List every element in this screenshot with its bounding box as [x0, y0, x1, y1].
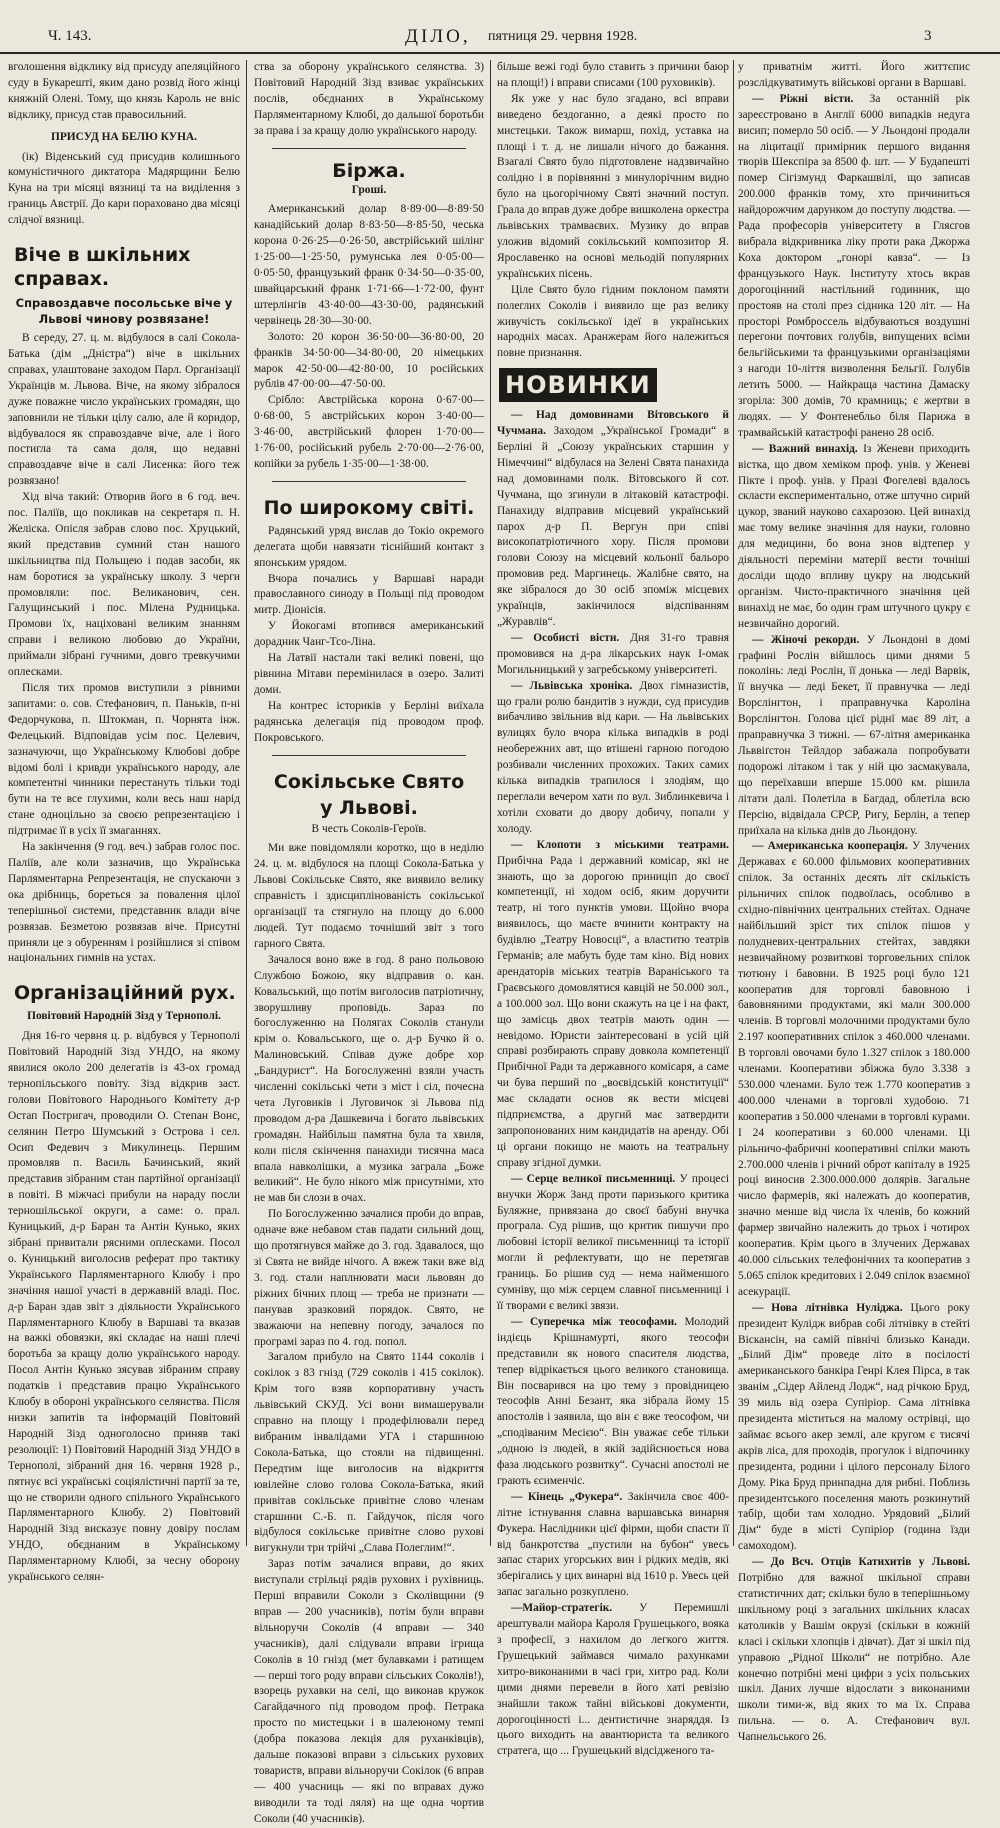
news-item-text: Заходом „Української Громади“ в Берліні й „Союзу українських старшин у Німеччині“ відбулася на Зелені Свята панахида над домовинами полк. Вітовського й сот. Чучмана, що згинули в літаковій катастрофі. Панахиду відправив місцевий український парох д-р П. Вергун при співі високопатріотичного хору. Після промови голови Союзу на місцевий кольонії бальоро промовив ред. Маргинець. Жалібне свято, на яке зібралося до 30 осіб зпоміж місцевих українців, закінчилося відспіванням „Журавлів“.: [497, 425, 729, 628]
article-heading: Біржа.: [332, 159, 406, 182]
column-divider: [490, 60, 491, 1546]
news-item-heading: — Суперечка між теософами.: [511, 1315, 677, 1328]
news-item-text: У Льондоні в домі графині Рослін війшлось цими днями 5 поколінь: леді Рослін, її донька — леді Варвік, її внучка — леді Бекет, її правнучка — леді Ворслінгтон, і праправнучка Кароліна Ворслінгтон. Голова цієї ріднї має 89 літ, а праправнучка 3 тижні. — 67-літня американка Льввіґстон Тейлдор забажала попробувати подорожі літаком і так у ній цю засмакувала, що переїхавши вперше 15.000 км. рішила літати далі. Полетіла в Багдад, облетіла всю Персію, відвідала СРСР, Ригу, Берлін, а тепер приїхала на кілька днів до Льондону.: [738, 633, 970, 837]
news-item-text: Закінчила своє 400-літне істнування славна варшавська винарня Фукера. Наслідники цієї фірми, щоби спасти її від банкротства „пустили на бубон“ увесь запас старих угорських вин і рідких медів, які зберігались у цих винарні від 1610 р. Увесь цей запас загально розкуплено.: [497, 1490, 729, 1599]
section-divider: [272, 481, 466, 482]
article-text: Радянський уряд вислав до Токіо окремого делегата щоби навязати тіснійший контакт з японським урядом.: [254, 524, 484, 569]
exchange-rates: Срібло: Австрійська корона 0·67·00—0·68·00, 5 австрійських корон 3·40·00—3·46·00, австрійський флорен 1·70·00—1·76·00, російський рубель 2·70·00—2·76·00, копійки за рубель 1·35·00—1·38·00.: [254, 394, 484, 470]
news-section-heading: НОВИНКИ: [499, 368, 657, 402]
article-subheading: Повітовий Народній Зізд у Тернополі.: [27, 1010, 221, 1023]
section-divider: [272, 148, 466, 149]
column-3: [497, 60, 729, 1758]
article-text: ства за оборону українського селянства. 3) Повітовий Народній Зізд взиває українських послів, обєднаних в Українському Парляментарному Клюбі, до дальшої боротьби за права і за кращу долю українського народу.: [254, 61, 484, 137]
article-text: Хід віча такий: Отворив його в 6 год. веч. пос. Паліїв, що покликав на секретаря п. Н. Желіска. Опісля забрав слово пос. Хруцький, який представив сумний стан нашого шкільництва під Польщею і подав засоби, як нам боротися за українську школу. З черги промовляли: пос. Великанович, сен. Галущинський і пос. Мілена Рудницька. Промови їх, націховані великим знанням справи і великою любовю до України, приймали зібрані гучними, довго тревкучими оплесками.: [8, 491, 240, 679]
article-text: вголошення відкликy від присуду апеляційного суду в Букарешті, яким дано розвід його жінці княжній Олені. Тому, що князь Кароль не вніс відклику, присуд став правосильний.: [8, 61, 240, 121]
article-text: у приватнім житті. Його життєпис розслідкуватимуть військові органи в Варшаві.: [738, 61, 970, 89]
news-item-heading: — Серце великої письменниці.: [511, 1172, 676, 1185]
masthead: [0, 0, 1000, 54]
article-text: Зараз потім зачалися вправи, до яких виступали стрільці рядів рухових і рухівниць. Перші вправили Соколи з Сколівщини (9 вправ — 200 учасників), потім були вправи вільноручи Соколів (4 вправи — 340 учасників), далі слідували вправи ігрища Соколів в 10 гнізд (мет булавками і ратищем — перші того роду вправи сільських Соколів!), взорець рухавки на селі, що виконав кружок Сагайдачного під проводом проф. Петрака просто по мистецьки і в шалеюному темпі (добра показова лекція для руханківців), дальше показові вправи з сільських рухових товариств, вправи вільноручи Сокілок (6 вправ — 400 учасниць — які по вправах дужо виводили та тоді ляля) на ще одна чортив Соколи (40 учасників).: [254, 1558, 484, 1825]
article-subheading: В честь Соколів-Героїв.: [311, 822, 427, 835]
news-item-heading: — Ріжні вісти.: [752, 92, 854, 105]
news-item-heading: — Важний винахід.: [752, 442, 858, 455]
column-divider: [246, 60, 247, 1546]
newspaper-title: ДІЛО,: [405, 26, 471, 47]
article-text: Після тих промов виступили з рівними запитами: о. сов. Стефанович, п. Паньків, п-ні Федорчукова, п. Штокман, п. Чорнята інж. Фелецький. Відповідав усім пос. Целевич, зазначуючи, що Українському Клюбові добре відомі болі і кривди українського народу, але компетентні чинники перестануть тільки тоді бути на те все глухими, коли весь наш нарід стане одноцільно за своєю репрезентацією і підтримає її в усіх її змаганнях.: [8, 682, 240, 838]
article-text: (ік) Віденський суд присудив колишнього комуністичного диктатора Мадярщини Белю Куна на три місяці вязниці та на виділення з границь Австрії. До кари пораховано два місяці слідчої вязниці.: [8, 150, 240, 227]
news-item-heading: — Клопоти з міськими театрами.: [511, 838, 729, 851]
issue-date: пятниця 29. червня 1928.: [488, 29, 638, 44]
news-item-text: У Злучених Державах є 60.000 фільмових кооперативних спілок. За останніх десять літ скількість рільничих спілок подвоїлась, особливо в східно-північних центральних стейтах. Одначе найбільший зріст тих спілок пішов у полудневих-центральних стейтах, завдяки незвичайному розвиткові торговельних спілок тютюну і бавовни. В 1925 році було 121 кооператив для торговлі бавовною і бавовняними продуктами, які мали 300.000 членів. В торговлі молочними продуктами було 2.197 кооперативних спілок з 460.000 членами. В торговлі овочами було 1.327 спілок з 180.000 членами. Кооперативи збіжжа було 3.338 з 530.000 членами. Було теж 1.770 кооператив з 400.000 членами в торговлі худобою. 71 кооператив з 50.000 членами в торговлі курами. І 24 кооперативи з 60.000 членами. Ці рільничо-фабричні кооперативні спілки мають 2.700.000 членів і річний оброт капіталу в 1925 році виносив 2.300.000.000 долярів. Загальне число фармерів, які належать до кооператив, значно менше від числа їх членів, бо кожний фармер звичайно належить до трьох і чотирох кооператив. Крім цього в Злучених Державах 40.000 сільських телефонічних та кооператив з 5.065 спілок кредитових і 2.049 спілок взаємної асекурації.: [738, 840, 970, 1298]
article-text: У Йокогамі втопився американський дорадник Чанг-Тсо-Ліна.: [254, 620, 484, 649]
article-text: На закінчення (9 год. веч.) забрав голос пос. Паліїв, але коли зазначив, що Українська Парляментарна Репрезентація, не спускаючи з ока дрібниць, бореться за повалення цілої теперішньої системи, представник влади віче розвязав. Безметою розвязав віче. Присутні приняли це з обуренням і розійшлися зі співом національних гимнів на устах.: [8, 841, 240, 965]
column-1: [8, 60, 240, 1584]
article-heading: Сокільське Свято: [273, 770, 465, 793]
article-text: В середу, 27. ц. м. відбулося в салі Сокола-Батька (дім „Дністра“) віче в шкільних справах, улаштоване заходом Парл. Організації Українців м. Львова. Віче, на якому зібралося дуже поважне число українських громадян, що заповнили не тільки цілу салю, але й коридор, відбувалося як справоздавче віче, але і його постигла та сама доля, що недавні справоздавче віче в салі Лисенка: його теж розвязано!: [8, 332, 240, 488]
article-text: Як уже у нас було згадано, всі вправи виведено бездоганно, а деякі просто по мистецьки. Також вимарш, похід, уставка на площі і т. д. не лишали нічого до бажання. Взагалі Свято було підготовлене надзвичайно солідно і в порівнянні з минулорічним видно було на цьогорічному Святі значний поступ. Грала до вправ дуже добре вишколена оркестра львівських трамваєвих. Музику до вправ уложив відомий сокільський композитор Я. Ярославенко на основі мельодій популярних українських пісень.: [497, 92, 729, 280]
article-text: Загалом прибуло на Свято 1144 соколів і сокілок з 83 гнізд (729 соколів і 415 сокілок). Крім того взяв корпоративну участь львівський СКУД. Усі вони вимашерували справно на площу і продефілювали перед вибраним інвалідами УГА і старшиною Сокола-Батька, що стояли на підвищенні. Передтим іще виголосив на відкриття ювілейне слово голова Сокола-Батька, який привітав сокільське привітне слово членам старшини С.-Б. п. Гайдучок, після чого відбулося сокільське привітне слово рухові вигукнули три трійчі „Слава Полеглим!“.: [254, 1351, 484, 1555]
article-heading: По широкому світі.: [263, 496, 475, 519]
article-heading: ПРИСУД НА БЕЛЮ КУНА.: [50, 130, 198, 143]
news-item-heading: — Над домовинами Вітовського й Чучмана.: [497, 409, 729, 438]
news-item-heading: — Нова літнівка Нуліджа.: [752, 1301, 903, 1314]
article-text: На контрес істориків у Берліні виїхала радянська делегація під проводом проф. Покровського.: [254, 699, 484, 744]
exchange-rates: Американський долар 8·89·00—8·89·50 канадійський долар 8·83·50—8·85·50, чеська корона 0·26·25—0·26·50, австрійський шілінг 1·25·00—1·25·50, румунська лея 0·05·00—0·05·50, французький франк 0·34·50—0·35·00, швайцарський франк 1·71·66—1·72·00, фунт штерлінгів 43·40·00—43·30·00, радянський червінець 28·30—30·00.: [254, 203, 484, 327]
news-item-text: Прибічна Рада і державний комісар, які не знають, що за дорогою приниціп до своєї компетенції, ні ходом осіб, яким доручити театр, ні того пунктів умови. Щойно вчора виявилось, що маєте вчинити контракту на будівлю „Театру Новосці“, а властитю театрів Германів; але мабуть буде там кіно. Від нових арендаторів міських театрів Вараніського та Граєвського домовлятися кавцій не 50.000 зол., а 100.000 зол. Що вони скажуть на це і на факт, що замісць двох театрів мають один — невідомо. Юристи заінтересовані в усій цій справі розбирають справу довкола компетенції Прибічної Ради та державного комісаря, а саме чи бува перший по „воєвідській конституції“ має складати основ як вести місцеві підприємства, а другий має затвердити запропонованих ним кандидатів на аренду. Обі ці органи покищо не мають на театральну справу згідної думки.: [497, 854, 729, 1169]
column-divider: [733, 60, 734, 1546]
page-number: 3: [924, 28, 932, 44]
article-text: Дня 16-го червня ц. р. відбувся у Тернополі Повітовий Народній Зізд УНДО, на якому явилися около 200 делегатів із 43-ох громад тернопільського повіту. Зізд відкрив заст. голови Повітового Народнього Комітету д-р Остап Постригач, проводили О. Степан Вонс, селянин Петро Шумський з Острова і сел. Осип Федевич з Микулинець. Першим промовляв п. Василь Бачинський, який представив зібраним стан партійної організації в повіті. В міжчасі прибули на нараду посли терношільської округи, а саме: о. прал. Куницький, д-р Баран та Антін Кунько, яких зібрані привитали рясними оплесками. Посол о. Куницький виголосив реферат про тактику Українського Парляментарного Клюбу і про значіння нашої участі в державній владі. Пос. д-р Баран здав звіт з діяльности Українського Парляментарного Клюбу в Варшаві та вказав на важкі обовязки, які складає на наші плечі боротьба за кращу долю українського народу. Посол Антін Кунько зясував зібраним справу податків і представив працю Українського Клюбу в обороні українського селянства. Після низки запитів та інформацій Повітовий Народній Зізд одноголосно приняв такі резолюції: 1) Повітовий Народній Зізд УНДО в Тернополі, зібраний дня 16. червня 1928 р., пятнує всі українські соціялістичні партії за те, що не створили одного спільного Українського Парляментарного Клюбу. 2) Повітовий Народній Зізд висказує повну довіру послам УНДО, обєднаним в Українському Парляментарному Клюбі, за чесну оборону українського селян-: [8, 1030, 240, 1584]
article-text: По Богослуженню зачалися проби до вправ, одначе вже небавом став падати сильний дощ, що протягнувся майже до 3. год. Здавалося, що зі Свята не вийде нічого. А вжеж таки вже від 3. год. стали наплнювати маси львовян до ріжних бічних площ — треба не признати — панував зразковий порядок. Свято, не зважаючи на непевну погоду, зачалося по програмі зараз по 4. год. попол.: [254, 1208, 484, 1348]
column-2: [254, 60, 484, 1825]
section-divider: [272, 755, 466, 756]
news-item-text: Дня 31-го травня промовився на д-ра лікарських наук І-омак Могильницький у загребському університеті.: [497, 631, 729, 676]
news-item-text: Молодий індієць Крішнамурті, якого теософи представили як нового спасителя людства, тепер відрікається цього великого становища. Він посварився на цю тему з провідницею теософів Анні Безант, яка зібрала йому 15 апостолів і заявила, що він є вже теософом, чи „сподіваним Месією“. Він уважає себе тільки „одною із людей, в якій задійснюється нова фаза людського розвитку“. Сучасні апостолі не грають єсименчіс.: [497, 1315, 729, 1487]
article-text: Зачалося воно вже в год. 8 рано польовою Службою Божою, яку відправив о. кан. Ковальський, що потім виголосив патріотичну, зворушливу проповідь. Зараз по богослуженню на Полягах Соколів станули крім о. Ковальського, ще о. д-р Бучко й о. Малиновський. Співав дуже добре хор „Бандурист“. На Богослуженні взяли участь численні сокільські чети з міст і сіл, почесна чета Луговиків і Луговичок зі Львова під проводом д-ра Дашкевича і богато львівських громадян. Найбільш памятна була та хвиля, коли після скінчення панахиди тисячна маса впала навколішки, а музика заграла „Боже великий“. Не було нікого між присутніми, хто не мав би слози в очах.: [254, 953, 484, 1205]
news-item-text: За останній рік зареєстровано в Англії 6000 випадків недуга висип; померло 50 осіб. — У Льондоні продали на ліцитації примірник першого видання творів Шекспіра за 8500 ф. шт. — У Будапешті помер Сігізмунд Фаркашвілі, що записав 200.000 франків тому, хто причиниться найдорожчим дарунком до поступу людства. — Рада професорів університету в Глясгов вибрала відкривника ліку проти рака Джоржа Коха доктором „гонорі кавза“. — Із французького Наук. Інституту хтось вкрав дорогоцінний настільний годинник, що простояв на столі през сідника 120 літ. — На просторі Ромброссель відбуваються воздушні перегони почтових голубів, випущених всіми бельгійськими та французькими організаціями з нагоди 10-ліття визволення Бельгії. Голубів летить 5000. — Найкраща частина Дамаску згоріла: 300 домів, 70 крамниць; є жертви в людях. — У Фонтенебльо біля Парижа в трамвайській катастрофі ранено 28 осіб.: [738, 92, 971, 439]
news-item-heading: — До Всч. Отців Катихитів у Львові.: [752, 1556, 970, 1569]
news-item-heading: — Жіночі рекорди.: [752, 633, 860, 646]
article-text: На Латвії настали такі великі повені, що рівнина Мітави перемінилася в озеро. Залиті доми.: [254, 652, 484, 696]
article-text: Ціле Свято було гідним поклоном памяти полеглих Соколів і виявило ще раз велику живучість сокільської ідеї в українських народніх масах. Аранжерам його належиться повне признання.: [497, 283, 729, 360]
news-item-heading: — Кінець „Фукера“.: [511, 1490, 623, 1503]
article-text: Ми вже повідомляли коротко, що в неділю 24. ц. м. відбулося на площі Сокола-Батька у Львові Сокільське Свято, яке виявило велику справність і здисциплінованість сокільської організації та стягнуло на площу до 6.000 людей. Тут подаємо точніший звіт з того гарного Свята.: [254, 842, 484, 950]
news-item-text: Двох гімназистів, що грали ролю бандитів з нужди, суд присудив вибачливо звільнив від кари. — На львівських вулицях було вчора кілька випадків в роді необережних авт, що втішені гарною погодою розбивали численних прохожих. Таких самих кілька випадків трапилося і злодіям, що переглали вечером хати по вул. Зиблинкевича і хотіли сховати до двору добичу, попали у холоду.: [497, 679, 729, 835]
column-4: [738, 60, 971, 1744]
issue-number: Ч. 143.: [48, 28, 92, 44]
article-text: Вчора почались у Варшаві наради православного синоду в Польщі під проводом митр. Діонісія.: [254, 572, 484, 617]
news-item-text: У процесі внучки Жорж Занд проти паризького критика Буляжне, привязана до своєї бабуні внучка програла. Суд рішив, що критик пишучи про любовні історії великої письменниці та історії могли й рефлектувати, що не перетягав границь. Бо рішив суд — нема найменшого сумніву, що між серцем славної письменниці і її творами є великі звязи.: [497, 1172, 729, 1312]
news-item-heading: — Львівська хроніка.: [511, 679, 633, 692]
article-text: більше вежі годі було ставить з причини баюр на площі!) і вправи списами (100 руховиків).: [497, 61, 729, 89]
news-item-heading: — Особисті вісти.: [511, 631, 620, 644]
article-heading: Організаційний рух.: [14, 982, 236, 1005]
news-item-heading: —Майор-стратегік.: [511, 1602, 613, 1615]
news-item-text: Із Женеви приходить вістка, що двом хеміком проф. унів. у Женеві Пікте і проф. унів. у Празі Фогелеві вдалось скласти експериментально, отже штучно сирий цукор, званий науково сахарозою. Цей винахід має тому велике значіння для науки, головно для медицини, бо вона знов відтепер у діяльності переміни матерії вести точніші досліди щодо впливу цукру на людський організм. Чисто-практичного значіння цей винахід не має, бо один грам штучного цукру є незвичайно дорогий.: [738, 442, 970, 630]
exchange-rates: Золото: 20 корон 36·50·00—36·80·00, 20 франків 34·50·00—34·80·00, 20 німецьких марок 42·50·00—42·80·00, 10 російських рублів 47·00·00—47·50·00.: [254, 330, 484, 391]
article-subheading: Справоздавче посольське віче у Львові чинову розвязане!: [15, 296, 233, 327]
news-item-text: У Перемишлі арештували майора Кароля Грушецького, вояка з професії, з нахилом до легкого життя. Грушецький займався чимало рахунками хитро-виконаними в часі гри, хитро рад. Коли цими днями перевели в його хаті ревізію знайшли також тайні військові документи, дорогоцінності і... дентистичне знаряддя. Із цього виходить на авантюриста та великого стратега, що ... Грушецький відсідженого та-: [497, 1602, 729, 1758]
news-item-heading: — Американська кооперація.: [752, 840, 908, 853]
article-heading: у Львові.: [320, 796, 418, 819]
news-item-text: Потрібно для важної шкільної справи статистичних дат; скільки було в теперішньому шкільному році з загальних шкільних класах католиків у Вашім окрузі (скільки в кожній класі і скільки хлопців і дівчат). Дат зі шкіл під управою „Рідної Школи“ не потрібно. Але конечно потрібні мені цифри з усіх польських шкіл. Даних лучше відослати з виконаними школи тими-ж, від яких то ма їх. Справа пильна. — о. А. Стефанович вул. Чапнельського 26.: [738, 1572, 970, 1744]
article-heading: Віче в шкільних справах.: [14, 244, 191, 291]
news-item-text: Цього року президент Кулідж вибрав собі літнівку в стейті Віскансін, на самій північі близько Канади. „Білий Дім“ проведе літо в посілості американського банкіра Генрі Клея Пірса, в так званім „Сідер Айленд Лодж“, над річкою Бруд, 39 миль від озера Супіріор. Сама літнівка президента міститься на малому острівці, що займає всього акер землі, але кругом є тисячі акрів ліса, для проходів, прогулок і відпочинку президента, родини і цілого персоналу Білого Дому. Ріка Бруд принпадна для рибні. Поблизь президентського поселення мають розкинутий табір, щоби там холодно. Урядовий „Білий Дім“ буде в місті Супіріор (година їзди самоходом).: [738, 1301, 971, 1553]
article-subheading: Гроші.: [351, 183, 387, 196]
